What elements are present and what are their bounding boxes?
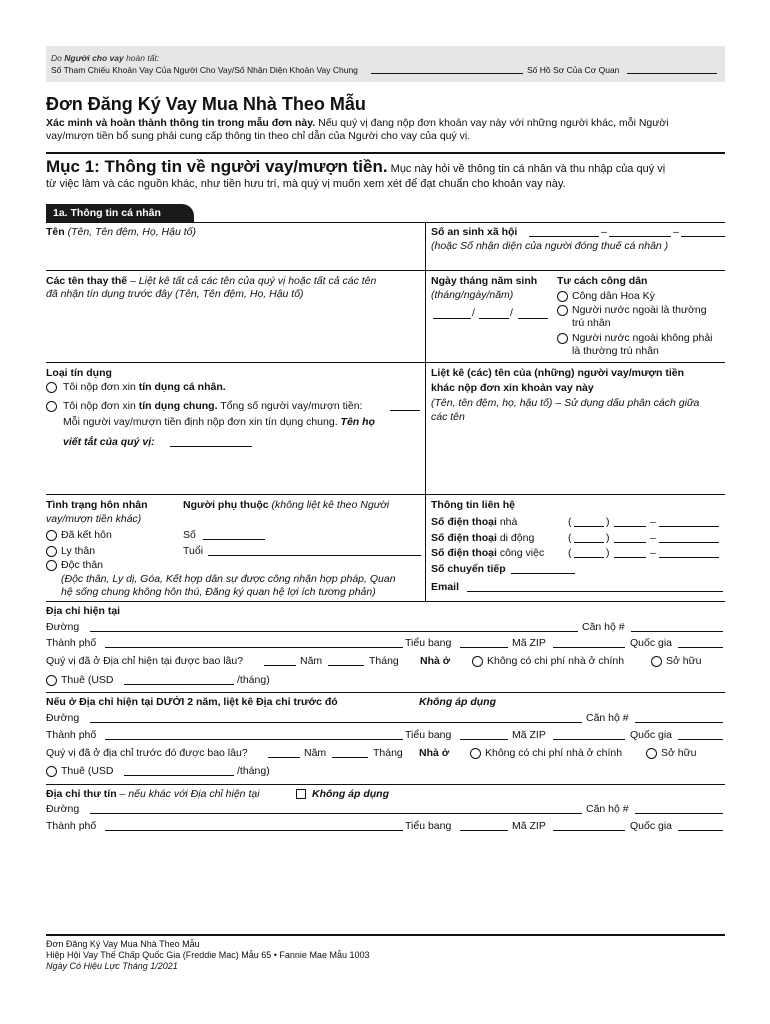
name-label: Tên (Tên, Tên đệm, Họ, Hậu tố) — [46, 226, 196, 238]
alt-names-label: Các tên thay thế – Liệt kê tất cả các tên của quý vị hoặc tất cả các tên — [46, 275, 377, 287]
dob-hint: (tháng/ngày/năm) — [431, 289, 514, 301]
intro-text-1: Xác minh và hoàn thành thông tin trong mẫu đơn này. Nếu quý vị đang nộp đơn khoản vay này với những người khác, mỗi Người — [46, 117, 669, 129]
home-phone-open-paren: ( — [568, 516, 572, 528]
current-zip-field[interactable] — [553, 647, 625, 648]
row-rule — [46, 784, 725, 785]
marital-status-label: Tình trạng hôn nhân — [46, 499, 148, 511]
current-years-field[interactable] — [264, 665, 296, 666]
current-no-expense-label: Không có chi phí nhà ở chính — [487, 655, 625, 667]
ssn-field-3[interactable] — [681, 236, 725, 237]
current-rent-per-month: /tháng) — [237, 674, 270, 686]
section-1a-title: 1a. Thông tin cá nhân — [53, 207, 161, 219]
total-borrowers-field[interactable] — [390, 410, 420, 411]
dob-month-field[interactable] — [433, 318, 471, 319]
former-years-label: Năm — [304, 747, 327, 759]
unmarried-note-1: (Độc thân, Ly dị, Góa, Kết hợp dân sự được công nhận hợp pháp, Quan — [61, 573, 396, 585]
individual-credit-label: Tôi nộp đơn xin tín dụng cá nhân. — [63, 381, 226, 393]
current-city-field[interactable] — [105, 647, 403, 648]
footer-effective-date: Ngày Có Hiệu Lực Tháng 1/2021 — [46, 961, 178, 971]
section1-heading-line: Mục 1: Thông tin về người vay/mượn tiền. Mục này hỏi về thông tin cá nhân và thu nhập của quý vị — [46, 157, 666, 176]
former-country-field[interactable] — [678, 739, 723, 740]
former-street-field[interactable] — [90, 722, 582, 723]
former-unit-label: Căn hộ # — [586, 712, 629, 724]
mailing-country-field[interactable] — [678, 830, 723, 831]
section1-title: Mục 1: Thông tin về người vay/mượn tiền. — [46, 157, 388, 176]
home-phone-dash: – — [650, 516, 656, 528]
unmarried-label: Độc thân — [61, 559, 104, 571]
work-phone-area-field[interactable] — [574, 557, 604, 558]
former-no-expense-radio[interactable] — [470, 748, 481, 759]
section-divider — [46, 152, 725, 154]
citizenship-label: Tư cách công dân — [557, 275, 648, 287]
joint-credit-radio[interactable] — [46, 401, 57, 412]
ssn-dash-2: – — [673, 226, 679, 238]
mailing-zip-field[interactable] — [553, 830, 625, 831]
mailing-street-field[interactable] — [90, 813, 582, 814]
mailing-na-label: Không áp dụng — [312, 788, 389, 800]
current-street-label: Đường — [46, 621, 80, 633]
current-unit-label: Căn hộ # — [582, 621, 625, 633]
work-phone-close-paren: ) — [606, 547, 610, 559]
home-phone-label: Số điện thoại nhà — [431, 516, 518, 528]
contact-info-label: Thông tin liên hệ — [431, 499, 515, 511]
current-housing-label: Nhà ở — [420, 655, 451, 667]
home-phone-area-field[interactable] — [574, 526, 604, 527]
current-rent-field[interactable] — [124, 684, 234, 685]
extension-label: Số chuyển tiếp — [431, 563, 506, 575]
other-borrowers-label-2: khác nộp đơn xin khoản vay này — [431, 382, 594, 394]
joint-credit-note: Mỗi người vay/mượn tiền định nộp đơn xin tín dụng chung. Tên họ — [63, 416, 375, 428]
footer-form-name: Đơn Đăng Ký Vay Mua Nhà Theo Mẫu — [46, 939, 200, 949]
dependents-ages-label: Tuổi — [183, 545, 204, 557]
cell-phone-close-paren: ) — [606, 532, 610, 544]
mailing-state-field[interactable] — [460, 830, 508, 831]
former-zip-label: Mã ZIP — [512, 729, 546, 741]
dependents-count-label: Số — [183, 529, 196, 541]
email-label: Email — [431, 581, 460, 593]
former-na-label: Không áp dụng — [419, 696, 496, 708]
dob-year-field[interactable] — [518, 318, 548, 319]
intro-text-2: vay/mượn tiền bổ sung phải cung cấp thông tin theo chỉ dẫn của Người cho vay của quý vị. — [46, 130, 471, 142]
ssn-label: Số an sinh xã hội — [431, 226, 518, 238]
citizenship-non-permanent-label-1: Người nước ngoài không phải — [572, 332, 713, 344]
mailing-street-label: Đường — [46, 803, 80, 815]
joint-credit-label: Tôi nộp đơn xin tín dụng chung. Tổng số người vay/mượn tiền: — [63, 400, 363, 412]
former-housing-label: Nhà ở — [419, 747, 450, 759]
dependents-count-field[interactable] — [203, 539, 265, 540]
citizenship-us-radio[interactable] — [557, 291, 568, 302]
separated-radio[interactable] — [46, 546, 57, 557]
mailing-zip-label: Mã ZIP — [512, 820, 546, 832]
former-months-label: Tháng — [373, 747, 403, 759]
section-1a-rule — [46, 222, 725, 223]
work-phone-label: Số điện thoại công việc — [431, 547, 545, 559]
mailing-unit-field[interactable] — [635, 813, 723, 814]
current-city-label: Thành phố — [46, 637, 97, 649]
citizenship-permanent-label-2: trú nhân — [572, 317, 611, 329]
row-rule — [46, 362, 725, 363]
ssn-hint: (hoặc Số nhận diện của người đóng thuế cá nhân ) — [431, 240, 669, 252]
current-months-label: Tháng — [369, 655, 399, 667]
mailing-state-label: Tiểu bang — [405, 820, 452, 832]
loan-ref-label: Số Tham Chiếu Khoản Vay Của Người Cho Vay/Số Nhận Diện Khoản Vay Chung — [51, 65, 358, 75]
row-rule — [46, 692, 725, 693]
cell-phone-dash: – — [650, 532, 656, 544]
former-years-field[interactable] — [268, 757, 300, 758]
former-no-expense-label: Không có chi phí nhà ở chính — [485, 747, 623, 759]
unmarried-radio[interactable] — [46, 560, 57, 571]
former-months-field[interactable] — [332, 757, 368, 758]
current-unit-field[interactable] — [631, 631, 723, 632]
current-rent-label: Thuê (USD — [61, 674, 114, 686]
credit-type-label: Loại tín dụng — [46, 367, 112, 379]
former-city-field[interactable] — [105, 739, 403, 740]
former-street-label: Đường — [46, 712, 80, 724]
former-country-label: Quốc gia — [630, 729, 673, 741]
married-radio[interactable] — [46, 530, 57, 541]
initials-field[interactable] — [170, 446, 252, 447]
former-city-label: Thành phố — [46, 729, 97, 741]
work-phone-number-field[interactable] — [659, 557, 719, 558]
dob-slash-1: / — [472, 307, 475, 319]
former-unit-field[interactable] — [635, 722, 723, 723]
separated-label: Ly thân — [61, 545, 96, 557]
dependents-label: Người phụ thuộc (không liệt kê theo Người — [183, 499, 390, 511]
home-phone-close-paren: ) — [606, 516, 610, 528]
former-state-field[interactable] — [460, 739, 508, 740]
work-phone-open-paren: ( — [568, 547, 572, 559]
citizenship-non-permanent-label-2: là thường trú nhân — [572, 345, 659, 357]
mailing-country-label: Quốc gia — [630, 820, 673, 832]
home-phone-prefix-field[interactable] — [614, 526, 646, 527]
former-address-label: Nếu ở Địa chỉ hiện tại DƯỚI 2 năm, liệt kê Địa chỉ trước đó — [46, 696, 338, 708]
dependents-ages-field[interactable] — [208, 555, 421, 556]
mailing-na-checkbox[interactable] — [296, 789, 306, 799]
cell-phone-open-paren: ( — [568, 532, 572, 544]
former-rent-radio[interactable] — [46, 766, 57, 777]
row-rule — [46, 270, 725, 271]
home-phone-number-field[interactable] — [659, 526, 719, 527]
current-state-field[interactable] — [460, 647, 508, 648]
row-rule — [46, 601, 725, 602]
current-country-field[interactable] — [678, 647, 723, 648]
footer-rule — [46, 934, 725, 936]
citizenship-non-permanent-radio[interactable] — [557, 333, 568, 344]
work-phone-prefix-field[interactable] — [614, 557, 646, 558]
current-no-expense-radio[interactable] — [472, 656, 483, 667]
mailing-unit-label: Căn hộ # — [586, 803, 629, 815]
cell-phone-prefix-field[interactable] — [614, 542, 646, 543]
current-rent-radio[interactable] — [46, 675, 57, 686]
married-label: Đã kết hôn — [61, 529, 112, 541]
row-rule — [46, 494, 725, 495]
individual-credit-radio[interactable] — [46, 382, 57, 393]
cell-phone-label: Số điện thoại di động — [431, 532, 535, 544]
ssn-dash-1: – — [601, 226, 607, 238]
work-phone-dash: – — [650, 547, 656, 559]
page-title: Đơn Đăng Ký Vay Mua Nhà Theo Mẫu — [46, 94, 366, 114]
mailing-address-label: Địa chỉ thư tín – nếu khác với Địa chỉ hiện tại — [46, 788, 260, 800]
unmarried-note-2: hệ sống chung không hôn thú, Đăng ký quan hệ lợi ích tương phản) — [61, 586, 376, 598]
dob-day-field[interactable] — [479, 318, 509, 319]
current-years-label: Năm — [300, 655, 323, 667]
footer-form-numbers: Hiệp Hội Vay Thế Chấp Quốc Gia (Freddie Mac) Mẫu 65 • Fannie Mae Mẫu 1003 — [46, 950, 370, 960]
marital-status-hint: vay/mượn tiền khác) — [46, 513, 142, 525]
citizenship-permanent-label-1: Người nước ngoài là thường — [572, 304, 707, 316]
former-rent-per-month: /tháng) — [237, 765, 270, 777]
agency-case-field[interactable] — [627, 73, 717, 74]
alt-names-hint: đã nhận tín dụng trước đây (Tên, Tên đệm, Họ, Hậu tố) — [46, 288, 304, 300]
former-how-long-label: Quý vị đã ở địa chỉ trước đó được bao lâu? — [46, 747, 248, 759]
current-own-label: Sở hữu — [666, 655, 702, 667]
cell-phone-number-field[interactable] — [659, 542, 719, 543]
extension-field[interactable] — [511, 573, 575, 574]
current-how-long-label: Quý vị đã ở Địa chỉ hiện tại được bao lâu? — [46, 655, 244, 667]
ssn-field-2[interactable] — [609, 236, 671, 237]
other-borrowers-hint-2: các tên — [431, 411, 465, 423]
mailing-city-label: Thành phố — [46, 820, 97, 832]
section1-desc: từ việc làm và các nguồn khác, như tiền hưu trí, mà quý vị muốn xem xét để đạt chuẩn cho khoản vay này. — [46, 178, 566, 190]
email-field[interactable] — [467, 591, 723, 592]
current-zip-label: Mã ZIP — [512, 637, 546, 649]
current-months-field[interactable] — [328, 665, 364, 666]
ssn-field-1[interactable] — [529, 236, 599, 237]
citizenship-us-label: Công dân Hoa Kỳ — [572, 290, 655, 302]
current-own-radio[interactable] — [651, 656, 662, 667]
other-borrowers-label-1: Liệt kê (các) tên của (những) người vay/mượn tiền — [431, 367, 685, 379]
cell-phone-area-field[interactable] — [574, 542, 604, 543]
initials-label: viết tắt của quý vị: — [63, 436, 155, 448]
former-rent-field[interactable] — [124, 775, 234, 776]
current-country-label: Quốc gia — [630, 637, 673, 649]
other-borrowers-hint-1: (Tên, tên đệm, họ, hậu tố) – Sử dụng dấu phân cách giữa — [431, 397, 700, 409]
current-address-label: Địa chỉ hiện tại — [46, 605, 121, 617]
dob-label: Ngày tháng năm sinh — [431, 275, 538, 287]
mailing-city-field[interactable] — [105, 830, 403, 831]
loan-ref-field[interactable] — [371, 73, 523, 74]
current-street-field[interactable] — [90, 631, 578, 632]
column-divider — [425, 222, 426, 602]
dob-slash-2: / — [510, 307, 513, 319]
former-zip-field[interactable] — [553, 739, 625, 740]
former-own-label: Sở hữu — [661, 747, 697, 759]
agency-case-label: Số Hồ Sơ Của Cơ Quan — [527, 65, 620, 75]
lender-completes-note: Do Người cho vay hoàn tất: — [51, 53, 160, 63]
former-state-label: Tiểu bang — [405, 729, 452, 741]
former-own-radio[interactable] — [646, 748, 657, 759]
former-rent-label: Thuê (USD — [61, 765, 114, 777]
citizenship-permanent-radio[interactable] — [557, 305, 568, 316]
current-state-label: Tiểu bang — [405, 637, 452, 649]
